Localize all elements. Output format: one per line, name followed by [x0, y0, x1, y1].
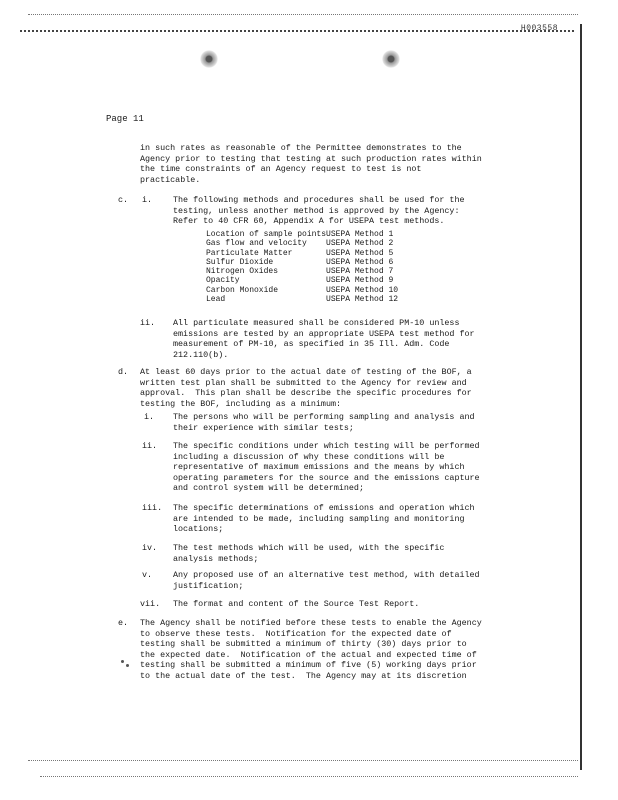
text-line: testing shall be submitted a minimum of thirty (30) days prior to [140, 639, 467, 650]
table-row [206, 267, 398, 276]
method-ref: USEPA Method 7 [326, 267, 394, 277]
text-line: testing shall be submitted a minimum of five (5) working days prior [140, 660, 477, 671]
text-line: The format and content of the Source Test Report. [173, 599, 420, 609]
scan-border-bottom [28, 760, 578, 761]
text-line: measurement of PM-10, as specified in 35 Ill. Adm. Code [173, 339, 450, 350]
text-line: are intended to be made, including sampling and monitoring [173, 513, 465, 524]
text-line: representative of maximum emissions and the means by which [173, 462, 465, 473]
method-name: Nitrogen Oxides [206, 267, 279, 277]
text-line: The test methods which will be used, with the specific [173, 543, 445, 553]
table-row [206, 286, 398, 295]
subitem-marker: iii. [142, 503, 163, 513]
method-name: Particulate Matter [206, 248, 293, 258]
subitem-marker: vii. [140, 599, 161, 609]
text-line: the time constraints of an Agency request to test is not [140, 164, 422, 175]
text-line: The specific conditions under which testing will be performed [173, 441, 480, 451]
subitem-marker: i. [142, 195, 153, 205]
item-marker: d. [118, 367, 129, 377]
table-row [206, 230, 398, 239]
text-line: analysis methods; [173, 553, 259, 564]
binder-hole-left [200, 50, 218, 68]
text-line: the expected date. Notification of the actual and expected time of [140, 649, 477, 660]
subitem-marker: ii. [142, 441, 158, 451]
method-name: Gas flow and velocity [206, 239, 307, 249]
text-line: Any proposed use of an alternative test method, with detailed [173, 570, 480, 580]
text-line: locations; [173, 524, 224, 535]
bates-number: H003558 [520, 24, 558, 33]
method-ref: USEPA Method 10 [326, 285, 399, 295]
text-line: testing the BOF, including as a minimum: [140, 398, 342, 409]
text-line: The specific determinations of emissions and operation which [173, 503, 475, 513]
text-line: written test plan shall be submitted to the Agency for review and [140, 377, 467, 388]
table-row [206, 295, 398, 304]
scan-speck [121, 660, 124, 663]
scan-border-bottom-outer [40, 776, 578, 777]
item-marker: c. [118, 195, 129, 205]
text-line: The following methods and procedures shall be used for the [173, 195, 465, 205]
text-line: approval. This plan shall be describe the specific procedures for [140, 388, 472, 399]
text-line: The Agency shall be notified before these tests to enable the Agency [140, 618, 482, 628]
method-ref: USEPA Method 6 [326, 257, 394, 267]
text-line: practicable. [140, 174, 201, 185]
subitem-marker: i. [144, 412, 155, 422]
table-row [206, 239, 398, 248]
text-line: At least 60 days prior to the actual date of testing of the BOF, a [140, 367, 472, 377]
item-marker: e. [118, 618, 129, 628]
text-line: to the actual date of the test. The Agency may at its discretion [140, 671, 467, 681]
text-line: their experience with similar tests; [173, 422, 354, 433]
subitem-marker: iv. [142, 543, 158, 553]
scan-border-top [28, 14, 578, 15]
text-line: testing, unless another method is approved by the Agency: [173, 205, 460, 216]
text-line: Refer to 40 CFR 60, Appendix A for USEPA test methods. [173, 216, 445, 227]
text-line: emissions are tested by an appropriate USEPA test method for [173, 328, 475, 339]
page-label: Page 11 [106, 114, 144, 124]
method-name: Lead [206, 295, 226, 305]
binder-hole-right [382, 50, 400, 68]
text-line: to observe these tests. Notification for the expected date of [140, 628, 452, 639]
subitem-marker: v. [142, 570, 153, 580]
text-line: All particulate measured shall be considered PM-10 unless [173, 318, 460, 328]
scan-speck [126, 664, 129, 667]
method-name: Carbon Monoxide [206, 285, 279, 295]
test-methods-table [206, 230, 398, 304]
method-ref: USEPA Method 12 [326, 295, 399, 305]
table-row [206, 249, 398, 258]
method-ref: USEPA Method 5 [326, 248, 394, 258]
page-edge-shadow [580, 24, 582, 770]
subitem-marker: ii. [140, 318, 156, 328]
text-line: and control system will be determined; [173, 483, 364, 494]
text-line: including a discussion of why these conditions will be [173, 451, 445, 462]
text-line: Agency prior to testing that testing at such production rates within [140, 153, 482, 164]
table-row [206, 258, 398, 267]
scan-border-top-inner [20, 30, 574, 32]
method-ref: USEPA Method 2 [326, 239, 394, 249]
table-row [206, 276, 398, 285]
text-line: 212.110(b). [173, 349, 229, 360]
method-name: Sulfur Dioxide [206, 257, 274, 267]
text-line: The persons who will be performing sampling and analysis and [173, 412, 475, 422]
text-line: operating parameters for the source and the emissions capture [173, 472, 480, 483]
method-name: Location of sample points [206, 230, 327, 239]
text-line: in such rates as reasonable of the Permittee demonstrates to the [140, 143, 462, 153]
method-ref: USEPA Method 1 [326, 230, 394, 239]
method-ref: USEPA Method 9 [326, 276, 394, 286]
text-line: justification; [173, 580, 244, 591]
method-name: Opacity [206, 276, 240, 286]
